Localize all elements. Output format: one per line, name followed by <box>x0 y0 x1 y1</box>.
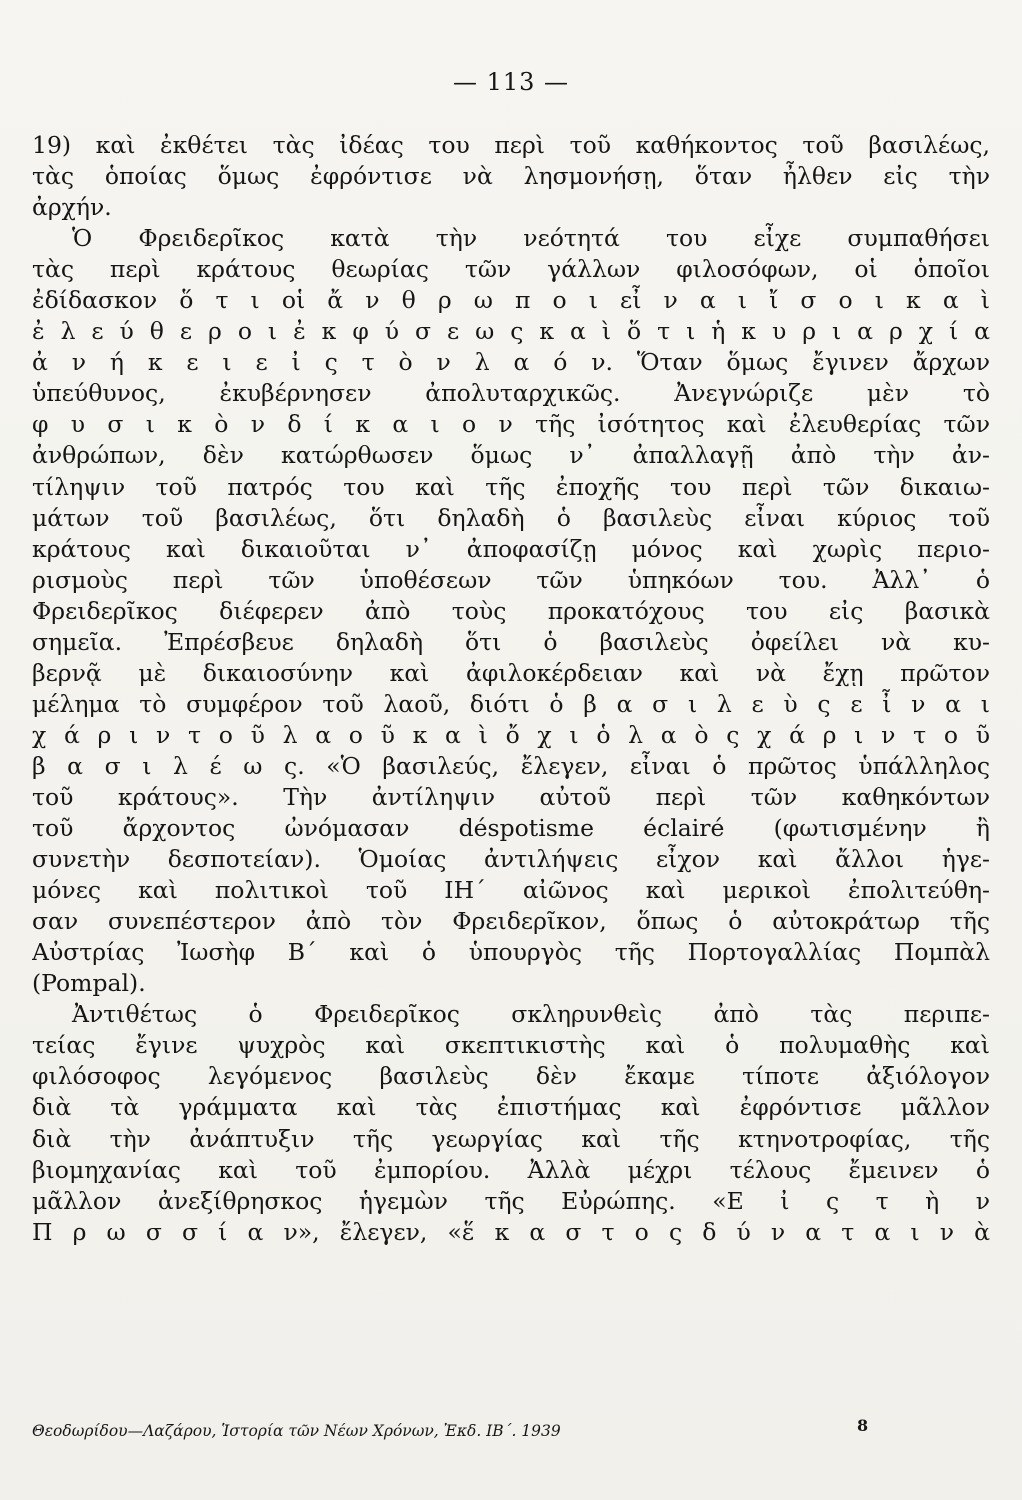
page-number: — 113 — <box>452 68 570 96</box>
text-line: τίληψιν τοῦ πατρός του καὶ τῆς ἐποχῆς του περὶ τῶν δικαιω- <box>32 472 990 501</box>
text-line: Ἀντιθέτως ὁ Φρειδερῖκος σκληρυνθεὶς ἀπὸ τὰς περιπε- <box>72 1000 990 1029</box>
text-line: μέλημα τὸ συμφέρον τοῦ λαοῦ, διότι ὁ β α σ ι λ ε ὺ ς ε ἶ ν α ι <box>32 689 990 718</box>
text-line: Π ρ ω σ σ ί α ν», ἔλεγεν, «ἕ κ α σ τ ο ς δ ύ ν α τ α ι ν ὰ <box>32 1217 990 1246</box>
text-line: ρισμοὺς περὶ τῶν ὑποθέσεων τῶν ὑπηκόων του. Ἀλλ᾽ ὁ <box>32 565 990 594</box>
text-line: τὰς περὶ κράτους θεωρίας τῶν γάλλων φιλοσόφων, οἱ ὁποῖοι <box>32 255 990 284</box>
text-line: ἀρχήν. <box>32 193 112 222</box>
text-line: τὰς ὁποίας ὅμως ἐφρόντισε νὰ λησμονήσῃ, ὅταν ἦλθεν εἰς τὴν <box>32 162 990 191</box>
text-line: διὰ τὰ γράμματα καὶ τὰς ἐπιστήμας καὶ ἐφρόντισε μᾶλλον <box>32 1093 990 1122</box>
text-line: ἀ ν ή κ ε ι ε ἰ ς τ ὸ ν λ α ό ν. Ὅταν ὅμως ἔγινεν ἄρχων <box>32 348 990 377</box>
text-line: ἐδίδασκον ὅ τ ι οἱ ἄ ν θ ρ ω π ο ι εἶ ν α ι ἴ σ ο ι κ α ὶ <box>32 286 990 315</box>
text-line: Ὁ Φρειδερῖκος κατὰ τὴν νεότητά του εἶχε συμπαθήσει <box>72 224 990 253</box>
text-line: φ υ σ ι κ ὸ ν δ ί κ α ι ο ν τῆς ἰσότητος καὶ ἐλευθερίας τῶν <box>32 410 990 439</box>
text-line: Φρειδερῖκος διέφερεν ἀπὸ τοὺς προκατόχους του εἰς βασικὰ <box>32 596 990 625</box>
text-line: τείας ἔγινε ψυχρὸς καὶ σκεπτικιστὴς καὶ ὁ πολυμαθὴς καὶ <box>32 1031 990 1060</box>
text-line: βιομηχανίας καὶ τοῦ ἐμπορίου. Ἀλλὰ μέχρι τέλους ἔμεινεν ὁ <box>32 1155 990 1184</box>
body-text <box>32 130 990 1248</box>
text-line: 19) καὶ ἐκθέτει τὰς ἰδέας του περὶ τοῦ καθήκοντος τοῦ βασιλέως, <box>32 131 990 159</box>
text-line: ἐ λ ε ύ θ ε ρ ο ι ἐ κ φ ύ σ ε ω ς κ α ὶ ὅ τ ι ἡ κ υ ρ ι α ρ χ ί α <box>32 317 990 346</box>
text-line: Αὐστρίας Ἰωσὴφ Β´ καὶ ὁ ὑπουργὸς τῆς Πορτογαλλίας Πομπὰλ <box>32 938 990 967</box>
text-line: ἀνθρώπων, δὲν κατώρθωσεν ὅμως ν᾽ ἀπαλλαγῇ ἀπὸ τὴν ἀν- <box>32 441 990 470</box>
text-line: συνετὴν δεσποτείαν). Ὁμοίας ἀντιλήψεις εἶχον καὶ ἄλλοι ἡγε- <box>32 845 990 874</box>
source-footer: Θεοδωρίδου—Λαζάρου, Ἱστορία τῶν Νέων Χρόνων, Ἐκδ. ΙΒ´. 1939 <box>32 1422 561 1440</box>
text-line: μάτων τοῦ βασιλέως, ὅτι δηλαδὴ ὁ βασιλεὺς εἶναι κύριος τοῦ <box>32 503 990 532</box>
text-line: διὰ τὴν ἀνάπτυξιν τῆς γεωργίας καὶ τῆς κτηνοτροφίας, τῆς <box>32 1124 990 1153</box>
text-line: κράτους καὶ δικαιοῦται ν᾽ ἀποφασίζῃ μόνος καὶ χωρὶς περιο- <box>32 534 990 563</box>
text-line: σημεῖα. Ἐπρέσβευε δηλαδὴ ὅτι ὁ βασιλεὺς ὀφείλει νὰ κυ- <box>32 627 990 656</box>
text-line: βερνᾷ μὲ δικαιοσύνην καὶ ἀφιλοκέρδειαν καὶ νὰ ἔχῃ πρῶτον <box>32 658 990 687</box>
text-line: τοῦ κράτους». Τὴν ἀντίληψιν αὐτοῦ περὶ τῶν καθηκόντων <box>32 782 990 811</box>
text-line: μᾶλλον ἀνεξίθρησκος ἡγεμὼν τῆς Εὐρώπης. «Ε ἰ ς τ ὴ ν <box>32 1186 990 1215</box>
text-line: μόνες καὶ πολιτικοὶ τοῦ ΙΗ´ αἰῶνος καὶ μερικοὶ ἐπολιτεύθη- <box>32 876 990 905</box>
text-line: σαν συνεπέστερον ἀπὸ τὸν Φρειδερῖκον, ὅπως ὁ αὐτοκράτωρ τῆς <box>32 907 990 936</box>
text-line: (Pompal). <box>32 969 146 998</box>
text-line: χ ά ρ ι ν τ ο ῦ λ α ο ῦ κ α ὶ ὄ χ ι ὁ λ α ὸ ς χ ά ρ ι ν τ ο ῦ <box>32 720 990 749</box>
signature-mark: 8 <box>857 1416 869 1435</box>
text-line: β α σ ι λ έ ω ς. «Ὁ βασιλεύς, ἔλεγεν, εἶναι ὁ πρῶτος ὑπάλληλος <box>32 751 990 780</box>
text-line: τοῦ ἄρχοντος ὠνόμασαν déspotisme éclairé (φωτισμένην ἢ <box>32 814 990 843</box>
text-line: ὑπεύθυνος, ἐκυβέρνησεν ἀπολυταρχικῶς. Ἀνεγνώριζε μὲν τὸ <box>32 379 990 408</box>
text-line: φιλόσοφος λεγόμενος βασιλεὺς δὲν ἔκαμε τίποτε ἀξιόλογον <box>32 1062 990 1091</box>
